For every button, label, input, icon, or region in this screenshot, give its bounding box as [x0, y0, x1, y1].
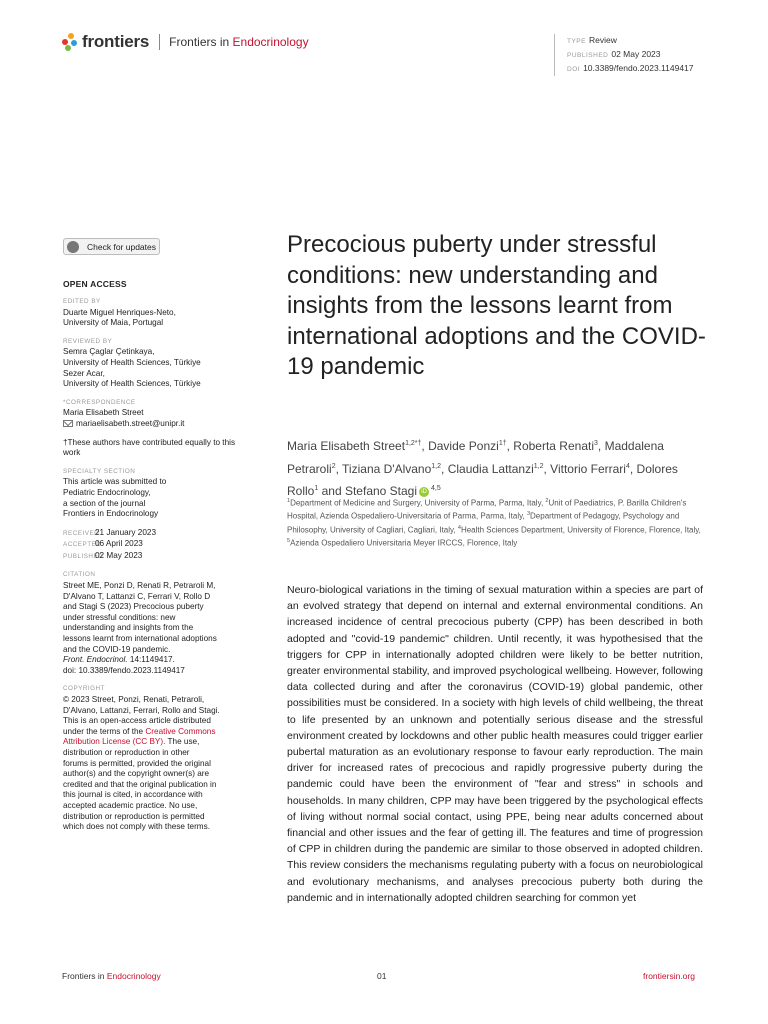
citation-line: D'Alvano T, Lattanzi C, Ferrari V, Rollo D	[63, 591, 211, 601]
citation-label: CITATION	[63, 571, 96, 579]
author-sup: 4,5	[431, 485, 441, 492]
mail-icon	[63, 420, 73, 427]
author[interactable]	[513, 439, 598, 453]
reviewer-affiliation: University of Health Sciences, Türkiye	[63, 357, 201, 367]
accepted-label: ACCEPTED	[63, 541, 102, 549]
author-sup: 1,2*†	[405, 440, 422, 447]
reviewer-name: Sezer Acar,	[63, 368, 105, 378]
published-date: 02 May 2023	[95, 550, 143, 560]
citation-line: and Stagi S (2023) Precocious puberty	[63, 602, 204, 612]
copyright-line: This is an open-access article distributed	[63, 716, 211, 726]
author-sup: 3	[594, 440, 598, 447]
author-name: Maria Elisabeth Street	[287, 439, 406, 453]
author-name: Roberta Renati	[513, 439, 594, 453]
dates-block	[63, 528, 248, 563]
correspondence-name: Maria Elisabeth Street	[63, 408, 144, 418]
journal-prefix: Frontiers in	[169, 35, 233, 49]
author-name: Claudia Lattanzi	[447, 461, 534, 476]
author-list: Maria Elisabeth Street$^{1,2*\dagger}$, Davide Ponzi$^{1\dagger}$, Roberta Renati$^3$, Maddalena Petraroli$^2$, Tiziana D'Alvano$^{1,2}$, Claudia Lattanzi$^{1,2}$, Vittorio Ferrari$^4$, Dolores Rollo$^1$ and Stefano Stagi iD $^{4,5}$	[287, 439, 678, 498]
author-name: Stefano Stagi	[344, 484, 418, 498]
editor-affiliation: University of Maia, Portugal	[63, 318, 164, 328]
citation-line: Street ME, Ponzi D, Renati R, Petraroli M,	[63, 581, 216, 591]
reviewed-by-label: REVIEWED BY	[63, 337, 113, 345]
author-name: Dolores Rollo	[287, 461, 678, 498]
copyright-line	[63, 727, 248, 738]
received-date: 21 January 2023	[95, 527, 156, 537]
affiliation: Azienda Ospedaliero Universitaria Meyer IRCCS, Florence, Italy	[290, 539, 518, 549]
journal-name[interactable]	[169, 35, 308, 49]
meta-doi[interactable]	[567, 62, 694, 76]
author-sup: 1	[314, 485, 319, 492]
copyright-text: under the terms of the	[63, 726, 146, 736]
author-sup: 1†	[498, 440, 507, 447]
page-number: 01	[377, 971, 387, 981]
meta-type-value: Review	[588, 35, 617, 45]
copyright-line: D'Alvano, Lattanzi, Ferrari, Rollo and Stagi.	[63, 705, 220, 715]
meta-published	[567, 48, 694, 62]
author[interactable]	[287, 439, 421, 453]
affiliation-sup: 5	[287, 538, 291, 545]
citation-doi[interactable]: doi: 10.3389/fendo.2023.1149417	[63, 665, 185, 675]
correspondence-email[interactable]: mariaelisabeth.street@unipr.it	[76, 418, 185, 428]
reviewer-name: Semra Çaglar Çetinkaya,	[63, 347, 155, 357]
affiliation-sup: 3	[526, 511, 531, 518]
received-label: RECEIVED	[63, 529, 100, 537]
copyright-line: author(s) and the copyright owner(s) are	[63, 769, 210, 779]
affiliation: Department of Medicine and Surgery, University of Parma, Parma, Italy,	[290, 498, 546, 508]
affiliations	[287, 496, 712, 550]
copyright-line: this journal is cited, in accordance with	[63, 790, 203, 800]
published-label: PUBLISHED	[63, 552, 104, 560]
accepted-date: 06 April 2023	[95, 539, 143, 549]
author-sup: 1,2	[533, 462, 544, 470]
affiliation-sup: 4	[457, 524, 461, 531]
author-name: Tiziana D'Alvano	[342, 461, 432, 476]
citation-line: under stressful conditions: new	[63, 612, 176, 622]
orcid-icon[interactable]: iD	[419, 487, 429, 497]
author[interactable]	[448, 462, 544, 476]
author-name: Maddalena Petraroli	[287, 439, 664, 476]
specialty-line: Frontiers in Endocrinology	[63, 509, 159, 519]
citation-journal: Front. Endocrinol.	[63, 655, 128, 665]
copyright-line: distribution or reproduction in other	[63, 747, 190, 757]
affiliation-sup: 1	[287, 498, 291, 504]
cc-license-link[interactable]: Attribution License (CC BY).	[63, 737, 166, 747]
copyright-line: distribution or reproduction is permitted	[63, 811, 205, 821]
meta-type	[567, 34, 694, 48]
brand-separator	[159, 34, 160, 50]
citation-journal-row	[63, 655, 248, 666]
check-updates-label: Check for updates	[87, 241, 156, 252]
footer-site-link[interactable]: frontiersin.org	[643, 971, 695, 981]
author-sup: 4	[625, 462, 630, 470]
specialty-line: a section of the journal	[63, 498, 146, 508]
footer-journal-name[interactable]	[62, 971, 161, 981]
citation-volume: 14:1149417.	[127, 655, 175, 665]
article-title: Precocious puberty under stressful conditions: new understanding and insights from the lessons learnt from international adoptions and the COVID-19 pandemic	[287, 231, 706, 380]
frontiers-logo-icon	[62, 33, 78, 51]
editor-name: Duarte Miguel Henriques-Neto,	[63, 307, 176, 317]
footer-journal-prefix: Frontiers in	[62, 971, 107, 981]
copyright-text: The use,	[165, 737, 200, 747]
copyright-label: COPYRIGHT	[63, 685, 105, 693]
reviewer-affiliation: University of Health Sciences, Türkiye	[63, 379, 201, 389]
correspondence-email-row[interactable]	[63, 419, 248, 430]
author[interactable]	[550, 462, 630, 476]
copyright-line: which does not comply with these terms.	[63, 822, 210, 832]
check-updates-icon	[67, 241, 79, 253]
author[interactable]	[428, 439, 507, 453]
meta-published-label: PUBLISHED	[567, 52, 609, 59]
affiliation-sup: 2	[545, 498, 549, 504]
received-row	[63, 528, 248, 540]
author-sup: 2	[331, 462, 336, 470]
author-sup: 1,2	[431, 462, 442, 470]
frontiers-logo[interactable]	[62, 32, 309, 52]
check-for-updates-button[interactable]	[63, 238, 160, 255]
open-access-label: OPEN ACCESS	[63, 279, 127, 289]
accepted-row	[63, 539, 248, 551]
affiliation: Unit of Paediatrics, P. Barilla Children's Hospital, Azienda Ospedaliero-Universitaria of Parma, Parma, Italy,	[287, 498, 687, 522]
copyright-line: credited and that the original publication in	[63, 779, 217, 789]
author-name: Vittorio Ferrari	[550, 461, 626, 476]
cc-license-link[interactable]: Creative Commons	[145, 726, 216, 736]
correspondence-label: *CORRESPONDENCE	[63, 398, 136, 406]
copyright-line: accepted academic practice. No use,	[63, 800, 198, 810]
specialty-line: Pediatric Endocrinology,	[63, 487, 151, 497]
author-name: Davide Ponzi	[428, 439, 499, 453]
copyright-line	[63, 737, 248, 748]
article-meta	[554, 34, 694, 76]
meta-type-label: TYPE	[567, 38, 586, 45]
meta-doi-value[interactable]: 10.3389/fendo.2023.1149417	[583, 63, 694, 73]
abstract: Neuro-biological variations in the timing of sexual maturation within a species are part of an evolved strategy that depend on internal and external environmental conditions. An increased incidence of central precocious puberty (CPP) has been described in both adopted and "covid-19 pandemic" children. Until recently, it was hypothesised that the triggers for CPP in internationally adopted children were likely to be better nutrition, greater environmental stability, and improved psychological wellbeing. However, following data collected during and after the coronavirus (COVID-19) global pandemic, other possibilities must be considered. In a society with high levels of child wellbeing, the threat to life presented by an unknown and potentially serious disease and the stressful environment created by lockdowns and other public health measures could trigger earlier pubertal maturation as an evolutionary response to favour early reproduction. The main driver for increased rates of precocious and rapidly progressive puberty during the pandemic could have been the environment of "fear and stress" in schools and households. In many children, CPP may have been triggered by the psychological effects of living without normal social contact, using PPE, being near adults concerned about financial and other issues and the fear of getting ill. The features and time of progression of CPP in children during the pandemic are similar to those observed in adopted children. This review considers the mechanisms regulating puberty with a focus on neurobiological and evolutionary mechanisms, and analyses precocious puberty both during the pandemic and in internationally adopted children searching for common yet	[287, 584, 703, 904]
equal-contribution-note: †These authors have contributed equally to this work	[63, 437, 236, 458]
citation-line: and the COVID-19 pandemic.	[63, 644, 171, 654]
published-row	[63, 551, 248, 563]
affiliation: Department of Pedagogy, Psychology and Philosophy, University of Cagliari, Cagliari, Italy,	[287, 512, 680, 535]
brand-name: frontiers	[82, 32, 150, 51]
meta-doi-label: DOI	[567, 66, 581, 73]
journal-title: Endocrinology	[232, 35, 309, 49]
affiliation: Health Sciences Department, University of Florence, Florence, Italy,	[460, 525, 701, 535]
specialty-section-label: SPECIALTY SECTION	[63, 467, 136, 475]
article-sidebar	[63, 297, 248, 833]
specialty-line: This article was submitted to	[63, 477, 167, 487]
citation-line: understanding and insights from the	[63, 623, 194, 633]
meta-published-value: 02 May 2023	[611, 49, 661, 59]
author[interactable]	[342, 462, 441, 476]
copyright-line: © 2023 Street, Ponzi, Renati, Petraroli,	[63, 695, 205, 704]
edited-by-label: EDITED BY	[63, 298, 101, 305]
citation-line: lessons learnt from international adoptions	[63, 634, 217, 644]
footer-journal-title: Endocrinology	[106, 971, 161, 981]
copyright-line: forums is permitted, provided the original	[63, 758, 211, 768]
